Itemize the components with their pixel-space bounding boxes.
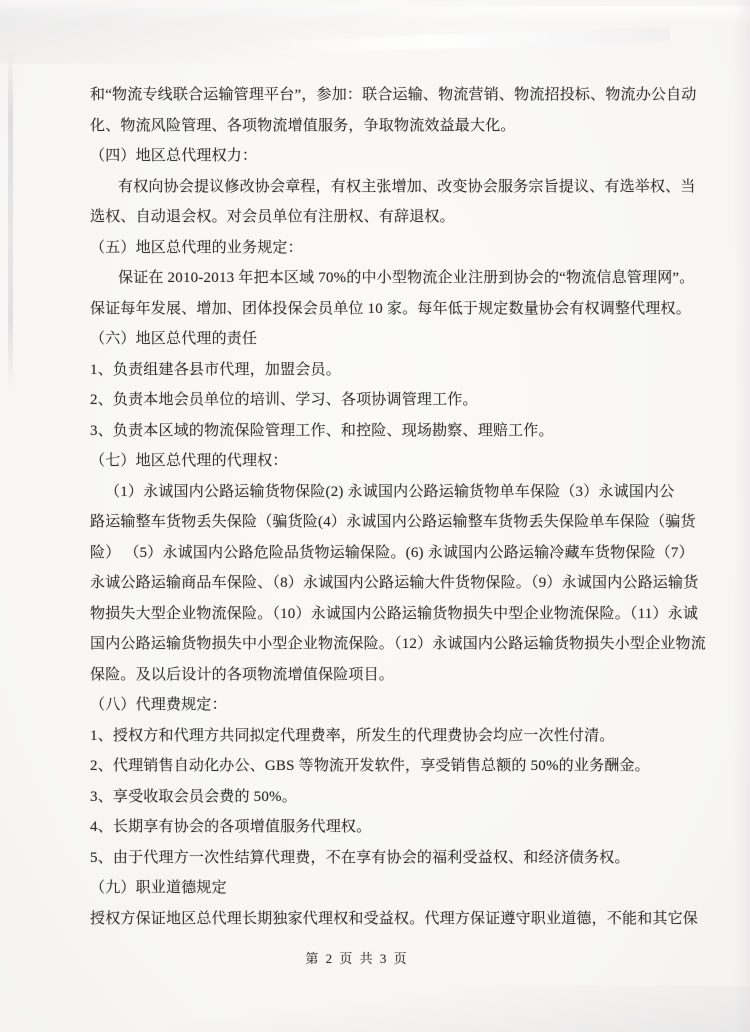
- document-line: （1）永诚国内公路运输货物保险(2) 永诚国内公路运输货物单车保险（3）永诚国内公: [105, 483, 675, 500]
- document-list-item: 5、由于代理方一次性结算代理费，不在享有协会的福利受益权、和经济债务权。: [90, 849, 630, 866]
- scan-artifact-top-shade: [0, 6, 750, 64]
- document-section-heading: （九）职业道德规定: [90, 880, 227, 896]
- document-section-heading: （六）地区总代理的责任: [90, 331, 258, 347]
- document-body: [90, 80, 706, 934]
- document-line: 险） （5）永诚国内公路危险品货物运输保险。(6) 永诚国内公路运输冷藏车货物保险（7）: [90, 544, 694, 561]
- document-line: 保证在 2010-2013 年把本区域 70%的中小型物流企业注册到协会的“物流信息管理网”。: [118, 270, 695, 286]
- document-list-item: 1、负责组建各县市代理，加盟会员。: [90, 361, 341, 378]
- document-line: 授权方保证地区总代理长期独家代理权和受益权。代理方保证遵守职业道德，不能和其它保: [90, 910, 699, 927]
- document-list-item: 2、代理销售自动化办公、GBS 等物流开发软件，享受销售总额的 50%的业务酬金。: [90, 758, 650, 774]
- document-line: 国内公路运输货物损失中小型企业物流保险。（12）永诚国内公路运输货物损失小型企业物流: [90, 636, 706, 652]
- document-list-item: 3、负责本区域的物流保险管理工作、和控险、现场勘察、理赔工作。: [90, 422, 554, 439]
- document-line: 化、物流风险管理、各项物流增值服务，争取物流效益最大化。: [90, 117, 516, 134]
- document-section-heading: （八）代理费规定：: [90, 697, 227, 713]
- document-list-item: 4、长期享有协会的各项增值服务代理权。: [90, 819, 372, 835]
- scan-artifact-bottom-shade: [0, 986, 750, 1032]
- document-line: 路运输整车货物丢失保险（骗货险(4）永诚国内公路运输整车货物丢失保险单车保险（骗货: [90, 514, 696, 530]
- document-line: 物损失大型企业物流保险。（10）永诚国内公路运输货物损失中型企业物流保险。（11）永诚: [90, 605, 699, 622]
- document-list-item: 1、授权方和代理方共同拟定代理费率，所发生的代理费协会均应一次性付清。: [90, 727, 615, 744]
- document-line: 保证每年发展、增加、团体投保会员单位 10 家。每年低于规定数量协会有权调整代理权。: [90, 300, 691, 317]
- document-line: 保险。及以后设计的各项物流增值保险项目。: [90, 666, 395, 683]
- document-section-heading: （七）地区总代理的代理权：: [90, 453, 288, 469]
- scan-artifact-left-crease: [8, 50, 13, 390]
- document-list-item: 3、享受收取会员会费的 50%。: [90, 788, 297, 805]
- scan-artifact-streak: [250, 27, 670, 56]
- document-section-heading: （五）地区总代理的业务规定：: [90, 239, 303, 256]
- document-list-item: 2、负责本地会员单位的培训、学习、各项协调管理工作。: [90, 392, 478, 408]
- page-number: 第 2 页 共 3 页: [305, 951, 409, 966]
- document-line: 永诚公路运输商品车保险、（8）永诚国内公路运输大件货物保险。（9）永诚国内公路运输货: [90, 575, 699, 591]
- document-line: 和“物流专线联合运输管理平台”，参加：联合运输、物流营销、物流招投标、物流办公自动: [90, 87, 697, 103]
- scan-artifact-right-edge: [734, 0, 750, 1032]
- document-section-heading: （四）地区总代理权力：: [90, 148, 258, 164]
- document-line: 选权、自动退会权。对会员单位有注册权、有辞退权。: [90, 209, 455, 225]
- document-line: 有权向协会提议修改协会章程，有权主张增加、改变协会服务宗旨提议、有选举权、当: [118, 178, 696, 195]
